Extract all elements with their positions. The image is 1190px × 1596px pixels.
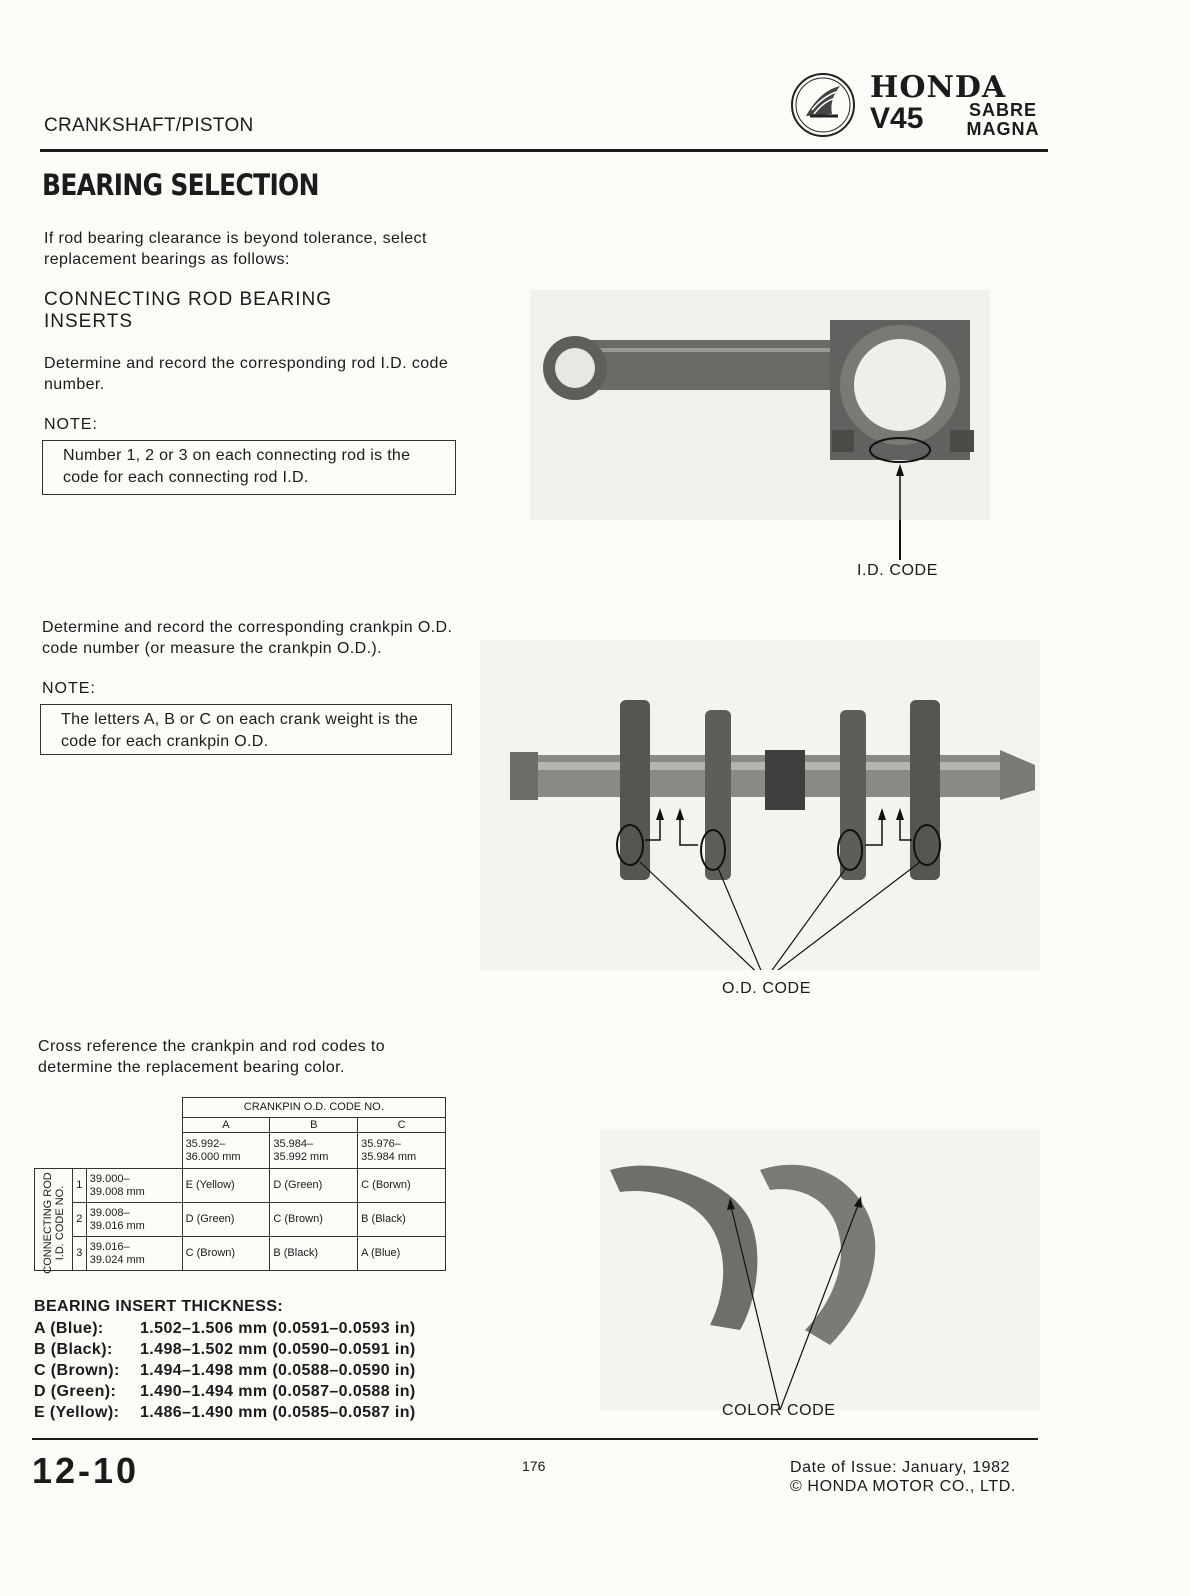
- subheading: CONNECTING ROD BEARING INSERTS: [44, 289, 333, 332]
- row-range-3: 39.016– 39.024 mm: [86, 1237, 182, 1271]
- variant-magna: MAGNA: [966, 119, 1040, 139]
- cross-reference-table: [34, 1097, 446, 1274]
- brand-name: HONDA: [870, 70, 1007, 105]
- honda-logo: [790, 70, 1050, 142]
- crankpin-header: CRANKPIN O.D. CODE NO.: [182, 1098, 445, 1118]
- cell-1c: C (Borwn): [358, 1169, 446, 1203]
- cell-2c: B (Black): [358, 1203, 446, 1237]
- row-code-3: 3: [72, 1237, 86, 1271]
- thickness-row-b: B (Black): 1.498–1.502 mm (0.0590–0.0591 in): [34, 1341, 416, 1358]
- note1-text: Number 1, 2 or 3 on each connecting rod is the code for each connecting rod I.D.: [63, 447, 411, 486]
- variant-sabre: SABRE: [968, 100, 1037, 120]
- note2-text: The letters A, B or C on each crank weight is the code for each crankpin O.D.: [61, 711, 419, 750]
- cell-3b: B (Black): [270, 1237, 358, 1271]
- thickness-list: [34, 1318, 454, 1423]
- od-code-label: O.D. CODE: [722, 980, 811, 997]
- cell-3a: C (Brown): [182, 1237, 270, 1271]
- note1-box: [42, 440, 456, 495]
- note2-label: NOTE:: [42, 680, 96, 697]
- col-code-c: C: [358, 1118, 446, 1133]
- note1-label: NOTE:: [44, 416, 98, 433]
- step-cross-reference-text: Cross reference the crankpin and rod codes to determine the replacement bearing color.: [38, 1038, 386, 1076]
- thickness-row-a: A (Blue): 1.502–1.506 mm (0.0591–0.0593 in): [34, 1320, 416, 1337]
- section-title: CRANKSHAFT/PISTON: [44, 115, 254, 136]
- color-code-label: COLOR CODE: [722, 1402, 836, 1419]
- cell-2a: D (Green): [182, 1203, 270, 1237]
- col-range-a: 35.992– 36.000 mm: [182, 1133, 270, 1169]
- col-code-a: A: [182, 1118, 270, 1133]
- header-rule: [40, 149, 1048, 152]
- thickness-row-c: C (Brown): 1.494–1.498 mm (0.0588–0.0590 in): [34, 1362, 416, 1379]
- issue-info: [790, 1458, 1016, 1496]
- col-range-c: 35.976– 35.984 mm: [358, 1133, 446, 1169]
- row-code-1: 1: [72, 1169, 86, 1203]
- model-name: V45: [870, 102, 924, 135]
- thickness-row-e: E (Yellow): 1.486–1.490 mm (0.0585–0.0587 in): [34, 1404, 416, 1421]
- crankshaft-photo: [480, 640, 1040, 970]
- step-rod-id-text: Determine and record the corresponding rod I.D. code number.: [44, 355, 449, 393]
- footer-rule: [32, 1438, 1038, 1440]
- cell-3c: A (Blue): [358, 1237, 446, 1271]
- thickness-row-d: D (Green): 1.490–1.494 mm (0.0587–0.0588 in): [34, 1383, 416, 1400]
- id-code-label: I.D. CODE: [857, 562, 938, 579]
- row-range-2: 39.008– 39.016 mm: [86, 1203, 182, 1237]
- rod-id-header: CONNECTING ROD I.D. CODE NO.: [42, 1172, 66, 1274]
- col-range-b: 35.984– 35.992 mm: [270, 1133, 358, 1169]
- issue-date: Date of Issue: January, 1982: [790, 1459, 1011, 1476]
- section-page-number: 12-10: [32, 1450, 140, 1491]
- id-code-leader: [899, 520, 901, 560]
- cell-2b: C (Brown): [270, 1203, 358, 1237]
- thickness-heading: BEARING INSERT THICKNESS:: [34, 1298, 284, 1315]
- rod-id-header-cell: [35, 1169, 73, 1274]
- bearing-inserts-photo: [600, 1130, 1040, 1410]
- step-crankpin-od-text: Determine and record the corresponding crankpin O.D. code number (or measure the crankpin O.D.).: [42, 619, 453, 657]
- cell-1a: E (Yellow): [182, 1169, 270, 1203]
- copyright: © HONDA MOTOR CO., LTD.: [790, 1478, 1016, 1495]
- row-range-1: 39.000– 39.008 mm: [86, 1169, 182, 1203]
- cell-1b: D (Green): [270, 1169, 358, 1203]
- page-title: BEARING SELECTION: [42, 168, 319, 202]
- row-code-2: 2: [72, 1203, 86, 1237]
- intro-text: If rod bearing clearance is beyond tolerance, select replacement bearings as follows:: [44, 230, 427, 268]
- note2-box: [40, 704, 452, 755]
- honda-wing-icon: [790, 72, 856, 138]
- connecting-rod-photo: [530, 290, 990, 520]
- col-code-b: B: [270, 1118, 358, 1133]
- page-number: 176: [522, 1458, 546, 1474]
